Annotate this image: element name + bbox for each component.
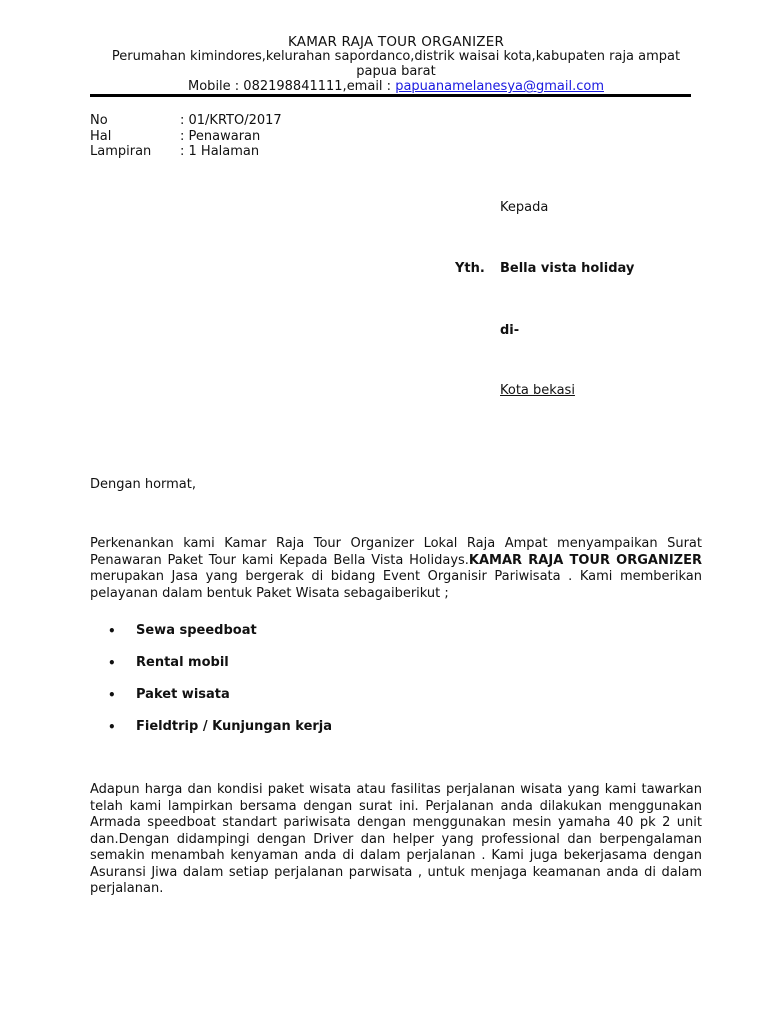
intro-text-2: merupakan Jasa yang bergerak di bidang Event Organisir Pariwisata . Kami memberikan pelayanan dalam bentuk Paket Wisata sebagaiberikut ; xyxy=(90,569,702,601)
details-paragraph: Adapun harga dan kondisi paket wisata atau fasilitas perjalanan wisata yang kami tawarkan telah kami lampirkan bersama dengan surat ini. Perjalanan anda dilakukan menggunakan Armada speedboat standart pariwisata dengan menggunakan mesin yamaha 40 pk 2 unit dan.Dengan didampingi dengan Driver dan helper yang professional dan berpengalaman semakin menambah kenyaman anda di dalam perjalanan . Kami juga bekerjasama dengan Asuransi Jiwa dalam setiap perjalanan parwisata , untuk menjaga keamanan anda di dalam perjalanan. xyxy=(90,782,702,896)
service-label: Sewa speedboat xyxy=(136,623,257,638)
service-label: Rental mobil xyxy=(136,655,229,670)
intro-company-bold: KAMAR RAJA TOUR ORGANIZER xyxy=(468,552,702,568)
service-label: Paket wisata xyxy=(136,687,230,702)
meta-label: Hal xyxy=(90,128,112,144)
bullet-icon: • xyxy=(108,720,116,734)
bullet-icon: • xyxy=(108,624,116,638)
header-divider xyxy=(90,94,691,97)
service-label: Fieldtrip / Kunjungan kerja xyxy=(136,719,333,734)
meta-value: : 1 Halaman xyxy=(180,144,260,159)
recipient-kepada: Kepada xyxy=(500,200,549,215)
meta-row-subject xyxy=(90,129,282,145)
salutation: Dengan hormat, xyxy=(90,477,197,492)
meta-row-attachment xyxy=(90,144,282,160)
contact-phone: Mobile : 082198841111,email : xyxy=(188,79,396,94)
bullet-icon: • xyxy=(108,688,116,702)
letterhead xyxy=(90,34,702,94)
company-contact xyxy=(90,79,702,94)
company-address: Perumahan kimindores,kelurahan sapordanco,distrik waisai kota,kabupaten raja ampat papua barat xyxy=(111,49,681,79)
meta-label: Lampiran xyxy=(90,144,152,159)
intro-paragraph xyxy=(90,536,702,602)
meta-value: : Penawaran xyxy=(180,128,261,144)
bullet-icon: • xyxy=(108,656,116,670)
company-name: KAMAR RAJA TOUR ORGANIZER xyxy=(287,34,505,50)
recipient-city: Kota bekasi xyxy=(500,383,575,398)
meta-label: No xyxy=(90,113,108,128)
recipient-honorific: Yth. xyxy=(455,261,485,276)
letter-meta xyxy=(90,113,282,160)
meta-value: : 01/KRTO/2017 xyxy=(180,113,282,128)
recipient-di: di- xyxy=(500,323,520,338)
intro-text-1: Perkenankan kami Kamar Raja Tour Organizer Lokal Raja Ampat menyampaikan Surat Penawaran Paket Tour kami Kepada Bella Vista Holidays. xyxy=(90,536,702,568)
recipient-name: Bella vista holiday xyxy=(500,261,635,276)
meta-row-number xyxy=(90,113,282,129)
email-link[interactable]: papuanamelanesya@gmail.com xyxy=(395,79,604,94)
